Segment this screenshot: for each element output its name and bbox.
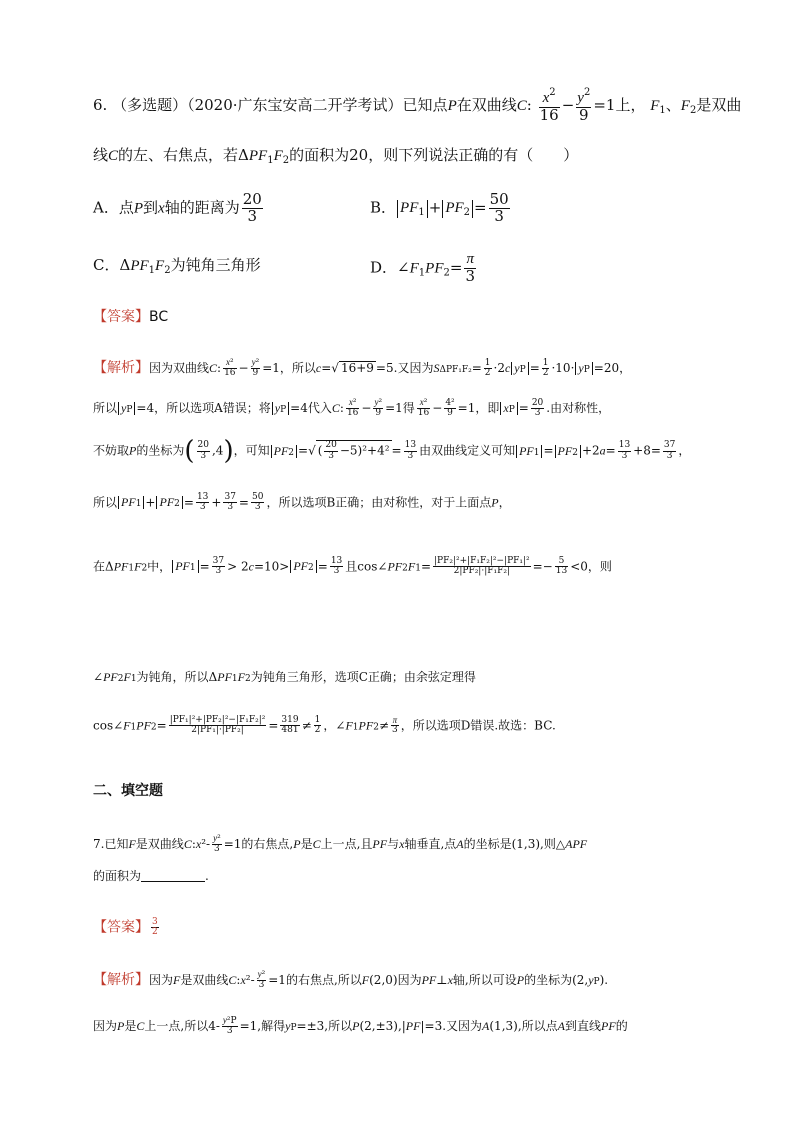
q6-option-d: D．$\angle F_1PF_2=$ $\frac{\pi}{3}$ [370,251,475,285]
q7-analysis-line1: 【解析】因为F是双曲线C:x²- $\frac{\text{y²}}{3}$ =1的右焦点,所以F(2,0)因为PF⊥x轴,所以可设P的坐标为(2,yP). [93,969,609,991]
q6-answer: 【答案】BC [93,309,169,325]
q7-answer: 【答案】 $\frac{3}{2}$ [93,917,158,938]
q7-stem-line1: 7.已知F是双曲线C:x²- $\frac{\text{y²}}{3}$ =1的右焦点,P是C上一点,且PF与x轴垂直,点A的坐标是(1,3),则△APF [93,833,588,855]
q6-analysis-line7: cos∠F1PF2= $\frac{\text{|PF₁|²+|PF₂|²−|F₁F₂|²}}{\text{2|PF₁|·|PF₂|}}$ = $\frac{319}{481}$ ≠ $\frac{1}{2}$ ，∠F1PF2≠ $\frac{\pi}{3}$ ，所以选项D错误.故选：BC. [93,715,556,736]
answer-blank [141,869,205,882]
q6-analysis-line6: ∠PF2F1为钝角，所以ΔPF1F2为钝角三角形，选项C正确；由余弦定理得 [93,670,476,684]
q6-stem-line2: 线C的左、右焦点，若$\Delta PF_1F_2$的面积为20，则下列说法正确的有（ ） [93,146,579,166]
q7-stem-line2: 的面积为 . [93,869,209,883]
q6-analysis-line3: 不妨取P的坐标为( $\frac{20}{3}$ ,4)，可知 PF2 =√ ( $\frac{20}{3}$ −5)²+4² = $\frac{13}{3}$ 由双曲线定义可知 PF1 = PF2 +2a= $\frac{13}{3}$ +8= $\frac{37}{3}$ ， [93,436,691,466]
q6-analysis-line5: 在ΔPF1F2中， PF1 = $\frac{37}{3}$ > 2c=10> PF2 = $\frac{13}{3}$ 且cos∠PF2F1= $\frac{\text{|PF₂|²+|F₁F₂|²−|PF₁|²}}{\text{2|PF₂|·|F₁F₂|}}$ =− $\frac{5}{13}$ <0，则 [93,556,612,577]
q6-option-a: A．点P到x轴的距离为 $\frac{20}{3}$ [93,190,262,225]
q6-stem-line1: 6. （多选题）（2020·广东宝安高二开学考试）已知点P在双曲线C: $\frac{x^2}{16}$ − $\frac{y^2}{9}$ =1上， $F_1$、$F_2$是双曲 [93,87,742,124]
q6-option-b: B． $PF_1 + PF_2$ = $\frac{50}{3}$ [370,190,509,225]
section-title: 二、填空题 [93,783,163,799]
q7-analysis-line2: 因为P是C上一点,所以4- $\frac{\text{y²P}}{3}$ =1,解得yP=±3,所以P(2,±3),|PF|=3.又因为A(1,3),所以点A到直线PF的 [93,1015,628,1037]
q6-analysis-line1: 【解析】因为双曲线C: $\frac{\text{x²}}{16}$ − $\frac{\text{y²}}{9}$ =1，所以c=√ 16+9 =5.又因为SΔPF₁F₂= $\frac{1}{2}$ ·2c yP = $\frac{1}{2}$ ·10· yP =20， [93,357,632,379]
q6-analysis-line2: 所以 yP =4，所以选项A错误；将 yP =4代入C: $\frac{\text{x²}}{16}$ − $\frac{\text{y²}}{9}$ =1得 $\frac{\text{x²}}{16}$ − $\frac{\text{4²}}{9}$ =1，即 xP = $\frac{20}{3}$ .由对称性， [93,397,611,419]
q6-analysis-line4: 所以 PF1 + PF2 = $\frac{13}{3}$ + $\frac{37}{3}$ = $\frac{50}{3}$ ，所以选项B正确；由对称性，对于上面点P， [93,492,511,513]
q6-option-c: C．$\Delta PF_1F_2$为钝角三角形 [93,256,261,276]
